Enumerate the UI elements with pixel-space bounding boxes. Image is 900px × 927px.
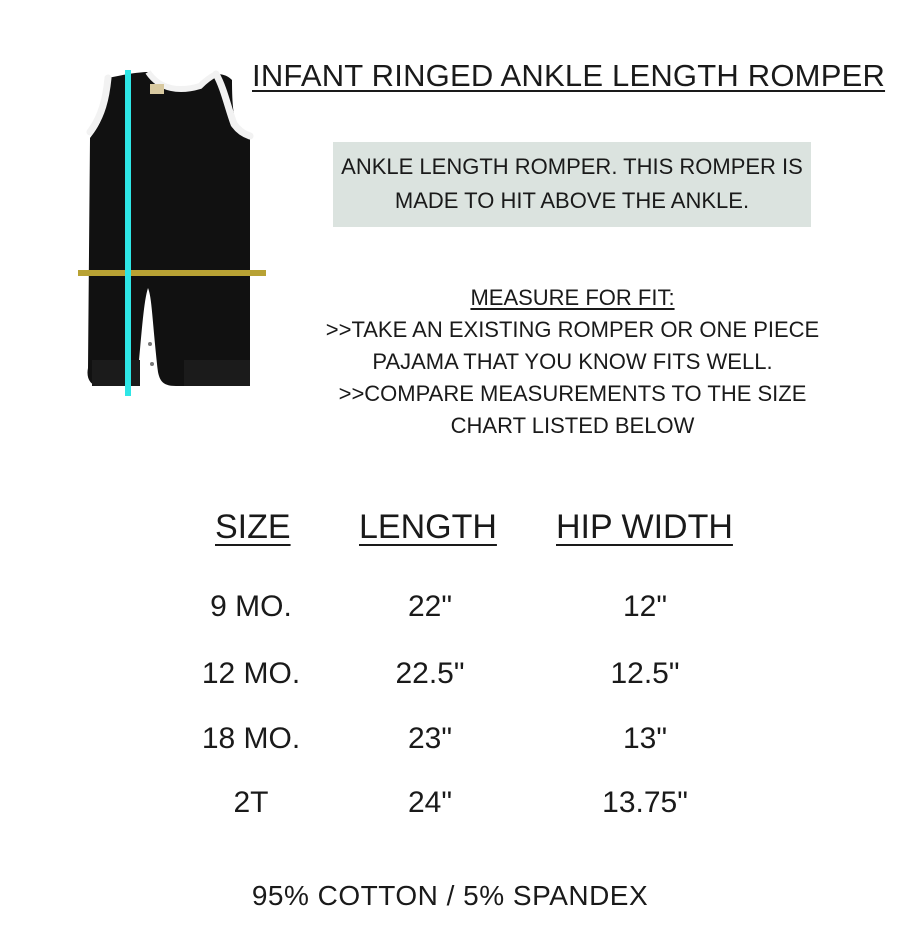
length-line: [125, 70, 131, 396]
header-length: LENGTH: [359, 508, 497, 546]
romper-illustration: [78, 68, 278, 398]
row-2-hip: 12.5": [610, 657, 680, 690]
measure-instructions: [300, 282, 845, 442]
hip-width-line: [78, 270, 266, 276]
row-4-length: 24": [407, 786, 453, 819]
row-2-length: 22.5": [395, 657, 465, 690]
row-1-hip: 12": [622, 590, 668, 623]
row-3-length: 23": [407, 722, 453, 755]
row-3-hip: 13": [622, 722, 668, 755]
row-2-size: 12 MO.: [201, 657, 301, 690]
header-size: SIZE: [215, 508, 291, 546]
note-line-1: ANKLE LENGTH ROMPER. THIS ROMPER IS: [341, 154, 803, 179]
page-title: INFANT RINGED ANKLE LENGTH ROMPER: [252, 58, 886, 93]
row-4-hip: 13.75": [602, 786, 688, 819]
row-1-size: 9 MO.: [210, 590, 292, 623]
row-1-length: 22": [407, 590, 453, 623]
product-image: [78, 68, 278, 398]
measure-line-2: PAJAMA THAT YOU KNOW FITS WELL.: [372, 349, 773, 374]
right-cuff: [184, 360, 250, 386]
snap: [148, 342, 152, 346]
row-4-size: 2T: [233, 786, 269, 819]
note-text: [333, 150, 811, 218]
measure-line-3: >>COMPARE MEASUREMENTS TO THE SIZE: [338, 381, 807, 406]
fabric-content: 95% COTTON / 5% SPANDEX: [251, 880, 649, 911]
note-line-2: MADE TO HIT ABOVE THE ANKLE.: [394, 188, 750, 213]
measure-line-1: >>TAKE AN EXISTING ROMPER OR ONE PIECE: [325, 317, 820, 342]
header-hip-width: HIP WIDTH: [556, 508, 733, 546]
left-cuff: [92, 360, 140, 386]
neck-tag: [150, 84, 164, 94]
measure-line-4: CHART LISTED BELOW: [450, 413, 695, 438]
row-3-size: 18 MO.: [201, 722, 301, 755]
measure-heading: MEASURE FOR FIT:: [470, 285, 675, 310]
romper-body: [88, 72, 251, 386]
snap: [150, 362, 154, 366]
